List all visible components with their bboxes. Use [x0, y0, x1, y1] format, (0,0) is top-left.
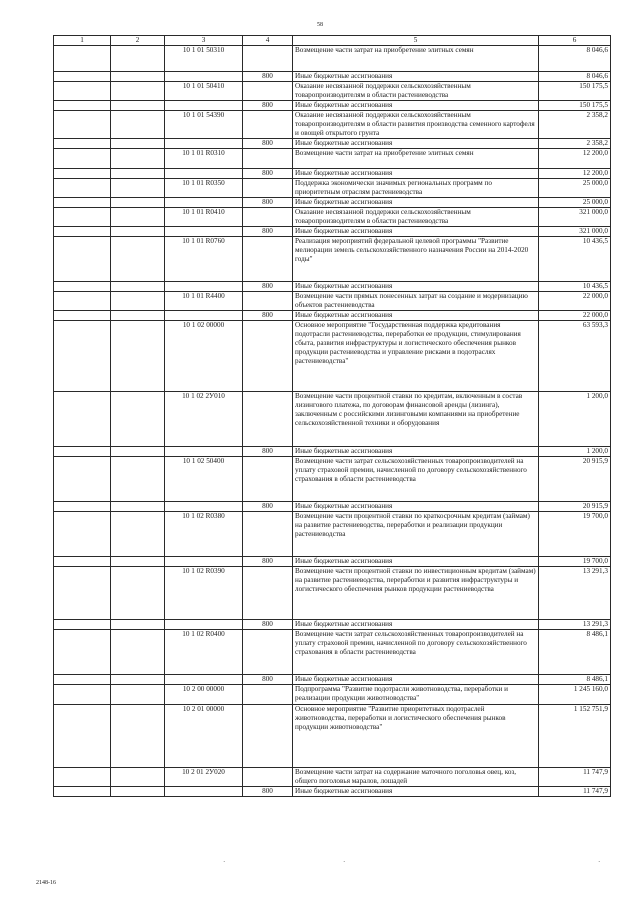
- cell-col1: [54, 311, 111, 321]
- cell-col1: [54, 282, 111, 292]
- cell-expense-type: 800: [243, 557, 293, 567]
- cell-description: Иные бюджетные ассигнования: [293, 282, 539, 292]
- cell-col2: [111, 392, 165, 447]
- cell-expense-type: [243, 82, 293, 101]
- cell-description: Иные бюджетные ассигнования: [293, 72, 539, 82]
- cell-code: [165, 787, 243, 797]
- cell-code: 10 1 01 54390: [165, 111, 243, 139]
- sheet-code: 2148-16: [36, 880, 56, 886]
- cell-description: Реализация мероприятий федеральной целевой программы "Развитие мелиорации земель сельскохозяйственного назначения России на 2014-2020 годы": [293, 237, 539, 282]
- cell-description: Иные бюджетные ассигнования: [293, 447, 539, 457]
- cell-amount: 8 046,6: [539, 46, 611, 72]
- cell-expense-type: [243, 149, 293, 169]
- cell-description: Иные бюджетные ассигнования: [293, 139, 539, 149]
- table-row: [54, 227, 611, 237]
- cell-code: 10 1 02 R0390: [165, 567, 243, 620]
- cell-expense-type: 800: [243, 620, 293, 630]
- cell-col2: [111, 311, 165, 321]
- cell-description: Основное мероприятие "Государственная поддержка кредитования подотрасли растениеводства, переработки ее продукции, стимулирования сбыта, развития инфраструктуры и логистического обеспечения рынков продукции растениеводства и управление рисками в подотраслях растениеводства": [293, 321, 539, 392]
- table-row: [54, 149, 611, 169]
- cell-amount: 13 291,3: [539, 567, 611, 620]
- table-row: [54, 787, 611, 797]
- cell-col1: [54, 72, 111, 82]
- cell-code: 10 1 02 R0400: [165, 630, 243, 675]
- column-header-3: 3: [165, 36, 243, 46]
- cell-code: [165, 282, 243, 292]
- table-row: [54, 675, 611, 685]
- cell-description: Оказание несвязанной поддержки сельскохозяйственным товаропроизводителям в области растениеводства: [293, 82, 539, 101]
- table-row: [54, 179, 611, 198]
- cell-col1: [54, 149, 111, 169]
- cell-description: Возмещение части процентной ставки по инвестиционным кредитам (займам) на развитие растениеводства, переработки и развития инфраструктуры и логистического обеспечения рынков продукции растениеводства: [293, 567, 539, 620]
- cell-expense-type: 800: [243, 282, 293, 292]
- cell-amount: 10 436,5: [539, 237, 611, 282]
- cell-amount: 321 000,0: [539, 208, 611, 227]
- cell-col2: [111, 675, 165, 685]
- cell-expense-type: [243, 208, 293, 227]
- cell-col2: [111, 111, 165, 139]
- cell-col2: [111, 630, 165, 675]
- cell-col1: [54, 198, 111, 208]
- cell-col2: [111, 169, 165, 179]
- cell-code: 10 2 00 00000: [165, 685, 243, 705]
- cell-expense-type: 800: [243, 72, 293, 82]
- table-row: [54, 198, 611, 208]
- table-row: [54, 282, 611, 292]
- cell-col1: [54, 321, 111, 392]
- cell-col1: [54, 787, 111, 797]
- cell-expense-type: [243, 567, 293, 620]
- cell-col2: [111, 705, 165, 768]
- cell-col2: [111, 512, 165, 557]
- bottom-marks: [53, 858, 610, 868]
- cell-col2: [111, 149, 165, 169]
- cell-col2: [111, 620, 165, 630]
- cell-col1: [54, 705, 111, 768]
- cell-expense-type: 800: [243, 227, 293, 237]
- table-row: [54, 111, 611, 139]
- cell-expense-type: 800: [243, 502, 293, 512]
- table-row: [54, 705, 611, 768]
- cell-col1: [54, 169, 111, 179]
- cell-code: 10 1 01 50410: [165, 82, 243, 101]
- cell-description: Возмещение части прямых понесенных затрат на создание и модернизацию объектов растениеводства: [293, 292, 539, 311]
- table-row: [54, 72, 611, 82]
- cell-description: Иные бюджетные ассигнования: [293, 227, 539, 237]
- cell-col2: [111, 139, 165, 149]
- cell-expense-type: [243, 292, 293, 311]
- cell-amount: 11 747,9: [539, 787, 611, 797]
- cell-amount: 13 291,3: [539, 620, 611, 630]
- cell-description: Возмещение части процентной ставки по краткосрочным кредитам (займам) на развитие растениеводства, переработки и реализации продукции растениеводства: [293, 512, 539, 557]
- cell-col1: [54, 46, 111, 72]
- table-row: [54, 46, 611, 72]
- cell-amount: 22 000,0: [539, 292, 611, 311]
- cell-amount: 12 200,0: [539, 169, 611, 179]
- cell-code: 10 1 01 50310: [165, 46, 243, 72]
- cell-code: [165, 620, 243, 630]
- cell-col1: [54, 630, 111, 675]
- cell-col1: [54, 512, 111, 557]
- cell-code: 10 1 01 R0760: [165, 237, 243, 282]
- cell-col1: [54, 139, 111, 149]
- cell-amount: 19 700,0: [539, 557, 611, 567]
- cell-col2: [111, 787, 165, 797]
- scan-mark: ·: [598, 858, 601, 866]
- cell-amount: 11 747,9: [539, 768, 611, 787]
- cell-code: 10 2 01 2У020: [165, 768, 243, 787]
- table-row: [54, 457, 611, 502]
- cell-description: Возмещение части процентной ставки по кредитам, включенным в состав лизингового платежа, по договорам финансовой аренды (лизинга), заключенным с российскими лизинговыми компаниями на приобретение сельскохозяйственной техники и оборудования: [293, 392, 539, 447]
- cell-code: [165, 227, 243, 237]
- cell-col1: [54, 227, 111, 237]
- cell-col1: [54, 111, 111, 139]
- cell-description: Поддержка экономически значимых региональных программ по приоритетным отраслям растениеводства: [293, 179, 539, 198]
- column-header-2: 2: [111, 36, 165, 46]
- table-row: [54, 101, 611, 111]
- cell-code: [165, 139, 243, 149]
- cell-description: Иные бюджетные ассигнования: [293, 311, 539, 321]
- cell-amount: 1 200,0: [539, 392, 611, 447]
- cell-code: 10 1 01 R0410: [165, 208, 243, 227]
- scan-mark: ·: [343, 858, 346, 866]
- table-row: [54, 502, 611, 512]
- column-header-6: 6: [539, 36, 611, 46]
- cell-col2: [111, 237, 165, 282]
- cell-col2: [111, 502, 165, 512]
- cell-code: 10 1 02 50400: [165, 457, 243, 502]
- cell-col1: [54, 567, 111, 620]
- cell-col2: [111, 557, 165, 567]
- cell-description: Возмещение части затрат сельскохозяйственных товаропроизводителей на уплату страховой премии, начисленной по договору сельскохозяйственного страхования в области растениеводства: [293, 457, 539, 502]
- header-row: [54, 36, 611, 46]
- cell-amount: 10 436,5: [539, 282, 611, 292]
- cell-col1: [54, 237, 111, 282]
- cell-col2: [111, 227, 165, 237]
- cell-amount: 25 000,0: [539, 198, 611, 208]
- table-row: [54, 237, 611, 282]
- cell-col2: [111, 447, 165, 457]
- table-row: [54, 685, 611, 705]
- cell-description: Иные бюджетные ассигнования: [293, 101, 539, 111]
- table-row: [54, 620, 611, 630]
- cell-expense-type: [243, 321, 293, 392]
- cell-description: Иные бюджетные ассигнования: [293, 557, 539, 567]
- cell-col2: [111, 685, 165, 705]
- cell-amount: 8 486,1: [539, 675, 611, 685]
- table-header: [54, 36, 611, 46]
- table-row: [54, 567, 611, 620]
- table-row: [54, 321, 611, 392]
- cell-col2: [111, 179, 165, 198]
- cell-description: Подпрограмма "Развитие подотрасли животноводства, переработки и реализации продукции животноводства": [293, 685, 539, 705]
- cell-amount: 63 593,3: [539, 321, 611, 392]
- cell-expense-type: 800: [243, 311, 293, 321]
- cell-expense-type: [243, 685, 293, 705]
- cell-expense-type: [243, 111, 293, 139]
- cell-code: [165, 311, 243, 321]
- cell-col1: [54, 101, 111, 111]
- table-row: [54, 768, 611, 787]
- cell-col1: [54, 768, 111, 787]
- column-header-1: 1: [54, 36, 111, 46]
- cell-amount: 1 245 160,0: [539, 685, 611, 705]
- cell-col2: [111, 198, 165, 208]
- cell-col1: [54, 292, 111, 311]
- cell-expense-type: 800: [243, 675, 293, 685]
- table-row: [54, 557, 611, 567]
- cell-expense-type: [243, 705, 293, 768]
- cell-code: [165, 675, 243, 685]
- column-header-5: 5: [293, 36, 539, 46]
- cell-description: Возмещение части затрат на приобретение элитных семян: [293, 46, 539, 72]
- cell-description: Иные бюджетные ассигнования: [293, 169, 539, 179]
- cell-col1: [54, 457, 111, 502]
- cell-col1: [54, 392, 111, 447]
- cell-col2: [111, 567, 165, 620]
- cell-code: 10 1 02 R0380: [165, 512, 243, 557]
- table-row: [54, 392, 611, 447]
- cell-amount: 2 358,2: [539, 111, 611, 139]
- cell-code: [165, 557, 243, 567]
- cell-description: Иные бюджетные ассигнования: [293, 675, 539, 685]
- cell-description: Иные бюджетные ассигнования: [293, 620, 539, 630]
- cell-expense-type: [243, 457, 293, 502]
- cell-col2: [111, 768, 165, 787]
- cell-amount: 150 175,5: [539, 101, 611, 111]
- cell-code: [165, 502, 243, 512]
- cell-col2: [111, 72, 165, 82]
- cell-amount: 1 200,0: [539, 447, 611, 457]
- cell-amount: 12 200,0: [539, 149, 611, 169]
- cell-col2: [111, 321, 165, 392]
- cell-col2: [111, 101, 165, 111]
- cell-expense-type: [243, 179, 293, 198]
- cell-code: [165, 447, 243, 457]
- cell-expense-type: [243, 630, 293, 675]
- cell-description: Иные бюджетные ассигнования: [293, 198, 539, 208]
- table-body: [54, 46, 611, 797]
- cell-code: [165, 101, 243, 111]
- table-row: [54, 82, 611, 101]
- cell-amount: 8 486,1: [539, 630, 611, 675]
- cell-expense-type: 800: [243, 447, 293, 457]
- cell-col2: [111, 208, 165, 227]
- cell-code: 10 1 01 R4400: [165, 292, 243, 311]
- cell-expense-type: 800: [243, 198, 293, 208]
- cell-code: 10 1 01 R0310: [165, 149, 243, 169]
- cell-amount: 150 175,5: [539, 82, 611, 101]
- cell-code: [165, 169, 243, 179]
- page-number: 58: [317, 22, 323, 28]
- cell-col1: [54, 447, 111, 457]
- table-row: [54, 447, 611, 457]
- cell-amount: 321 000,0: [539, 227, 611, 237]
- table-row: [54, 169, 611, 179]
- cell-description: Возмещение части затрат на содержание маточного поголовья овец, коз, общего поголовья маралов, лошадей: [293, 768, 539, 787]
- cell-col2: [111, 282, 165, 292]
- cell-code: [165, 72, 243, 82]
- cell-amount: 1 152 751,9: [539, 705, 611, 768]
- cell-expense-type: 800: [243, 787, 293, 797]
- column-header-4: 4: [243, 36, 293, 46]
- cell-amount: 19 700,0: [539, 512, 611, 557]
- cell-expense-type: 800: [243, 169, 293, 179]
- cell-expense-type: [243, 46, 293, 72]
- cell-amount: 2 358,2: [539, 139, 611, 149]
- budget-table: [53, 35, 611, 797]
- cell-expense-type: [243, 768, 293, 787]
- cell-expense-type: [243, 392, 293, 447]
- table-row: [54, 630, 611, 675]
- cell-col2: [111, 457, 165, 502]
- cell-col1: [54, 208, 111, 227]
- cell-code: 10 1 02 00000: [165, 321, 243, 392]
- cell-col1: [54, 557, 111, 567]
- table-row: [54, 512, 611, 557]
- cell-col1: [54, 675, 111, 685]
- cell-expense-type: [243, 237, 293, 282]
- cell-code: 10 2 01 00000: [165, 705, 243, 768]
- cell-expense-type: [243, 512, 293, 557]
- cell-amount: 20 915,9: [539, 502, 611, 512]
- cell-expense-type: 800: [243, 101, 293, 111]
- cell-description: Возмещение части затрат сельскохозяйственных товаропроизводителей на уплату страховой премии, начисленной по договору сельскохозяйственного страхования в области растениеводства: [293, 630, 539, 675]
- cell-col1: [54, 82, 111, 101]
- cell-code: [165, 198, 243, 208]
- table-row: [54, 311, 611, 321]
- cell-expense-type: 800: [243, 139, 293, 149]
- cell-amount: 22 000,0: [539, 311, 611, 321]
- cell-amount: 20 915,9: [539, 457, 611, 502]
- cell-amount: 8 046,6: [539, 72, 611, 82]
- cell-description: Иные бюджетные ассигнования: [293, 787, 539, 797]
- cell-col2: [111, 292, 165, 311]
- table-row: [54, 139, 611, 149]
- cell-description: Иные бюджетные ассигнования: [293, 502, 539, 512]
- cell-col2: [111, 82, 165, 101]
- cell-col1: [54, 502, 111, 512]
- table-row: [54, 292, 611, 311]
- table-row: [54, 208, 611, 227]
- cell-col1: [54, 179, 111, 198]
- cell-description: Оказание несвязанной поддержки сельскохозяйственным товаропроизводителям в области развития производства семенного картофеля и овощей открытого грунта: [293, 111, 539, 139]
- cell-code: 10 1 01 R0350: [165, 179, 243, 198]
- cell-amount: 25 000,0: [539, 179, 611, 198]
- scan-mark: ·: [223, 858, 226, 866]
- cell-description: Основное мероприятие "Развитие приоритетных подотраслей животноводства, переработки и логистического обеспечения рынков продукции животноводства": [293, 705, 539, 768]
- cell-col1: [54, 620, 111, 630]
- cell-description: Возмещение части затрат на приобретение элитных семян: [293, 149, 539, 169]
- cell-code: 10 1 02 2У010: [165, 392, 243, 447]
- cell-col2: [111, 46, 165, 72]
- cell-description: Оказание несвязанной поддержки сельскохозяйственным товаропроизводителям в области растениеводства: [293, 208, 539, 227]
- cell-col1: [54, 685, 111, 705]
